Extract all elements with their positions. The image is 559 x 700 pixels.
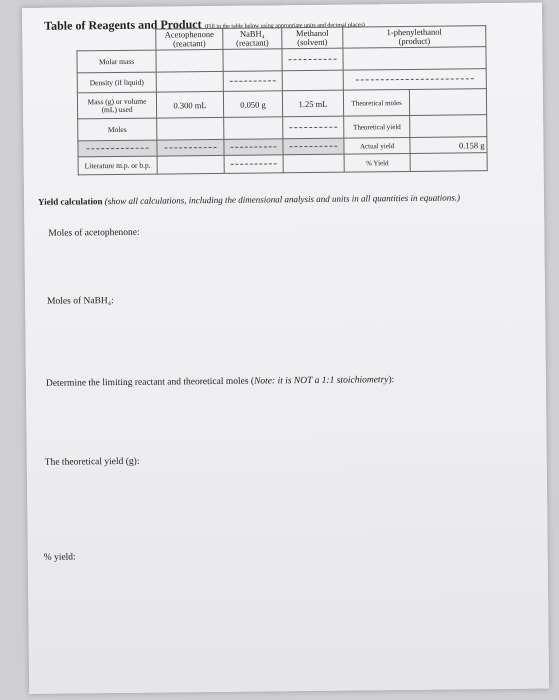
percent-yield-label: % Yield: [344, 153, 411, 172]
yield-instruction: (show all calculations, including the dimensional analysis and units in all quantities in equations.): [104, 192, 460, 207]
actual-yield-label: Actual yield: [344, 137, 411, 154]
reagents-table: [76, 25, 488, 175]
cell: [282, 70, 343, 91]
dash-line: [86, 148, 149, 150]
row-label: Moles: [78, 118, 157, 141]
dash-line: [356, 78, 473, 80]
row-label: Density (if liquid): [77, 72, 156, 93]
dash-line: [231, 146, 277, 147]
cell-nabh4-mass: 0.050 g: [223, 91, 282, 118]
cell: [78, 140, 157, 157]
row-lit-mp: [78, 153, 487, 175]
cell: [156, 49, 223, 72]
cell: [282, 48, 343, 71]
table-note: (Fill in the table below using appropriate units and decimal places): [204, 22, 365, 31]
cell: [224, 139, 283, 156]
cell: [343, 69, 486, 90]
question-theoretical-yield: The theoretical yield (g):: [44, 456, 140, 468]
row-label: Mass (g) or volume (mL) used: [77, 92, 156, 119]
question-moles-nabh4: Moles of NaBH₄:: [47, 296, 114, 307]
row-label: Literature m.p. or b.p.: [78, 156, 157, 175]
theoretical-moles-label: Theoretical moles: [343, 89, 410, 116]
col-acetophenone: [156, 28, 223, 50]
corner-cell: [77, 29, 156, 51]
cell: [157, 139, 224, 156]
cell: [224, 155, 283, 174]
col-sub: (reactant): [236, 37, 269, 48]
q3-note: Note: it is NOT a 1:1 stoichiometry: [254, 375, 389, 387]
dash-line: [231, 163, 277, 164]
col-sub: (product): [398, 35, 431, 47]
col-name: 1-phenylethanol: [386, 26, 442, 38]
dash-line: [289, 127, 337, 128]
dash-line: [290, 146, 338, 147]
cell: [283, 138, 344, 155]
cell: [410, 153, 487, 172]
cell: [410, 89, 487, 116]
col-nabh4: [223, 28, 282, 50]
col-name: Acetophenone: [164, 28, 214, 40]
col-product: [343, 26, 486, 48]
cell: [156, 71, 223, 92]
dash-line: [164, 147, 217, 149]
col-name: Methanol: [295, 27, 329, 39]
question-percent-yield: % yield:: [43, 552, 76, 563]
row-label: Molar mass: [77, 50, 156, 73]
col-sub: (solvent): [297, 36, 328, 48]
cell: [283, 116, 344, 139]
cell: [223, 49, 282, 72]
cell-aceto-mass: 0.300 mL: [156, 91, 223, 118]
dash-line: [289, 59, 337, 60]
yield-title: Yield calculation: [37, 196, 103, 207]
worksheet-page: [22, 3, 549, 694]
theoretical-yield-label: Theoretical yield: [344, 115, 411, 138]
dash-line: [230, 80, 276, 81]
q3-prefix: Determine the limiting reactant and theoretical moles (: [45, 376, 255, 389]
cell: [343, 47, 486, 70]
actual-yield-value: 0.158 g: [410, 137, 487, 154]
cell: [157, 155, 224, 174]
question-limiting-reactant: [46, 375, 394, 389]
cell: [283, 154, 344, 173]
cell: [157, 117, 224, 140]
table-title: Table of Reagents and Product: [44, 17, 202, 33]
cell: [224, 117, 283, 140]
cell: [223, 71, 282, 92]
yield-calculation-heading: [38, 192, 528, 208]
col-methanol: [282, 27, 343, 49]
question-moles-acetophenone: Moles of acetophenone:: [48, 227, 140, 239]
cell-methanol-mass: 1.25 mL: [282, 90, 343, 117]
q3-suffix: ):: [388, 375, 395, 386]
col-name: NaBH₄: [239, 28, 265, 39]
cell: [410, 115, 487, 138]
col-sub: (reactant): [173, 38, 206, 49]
